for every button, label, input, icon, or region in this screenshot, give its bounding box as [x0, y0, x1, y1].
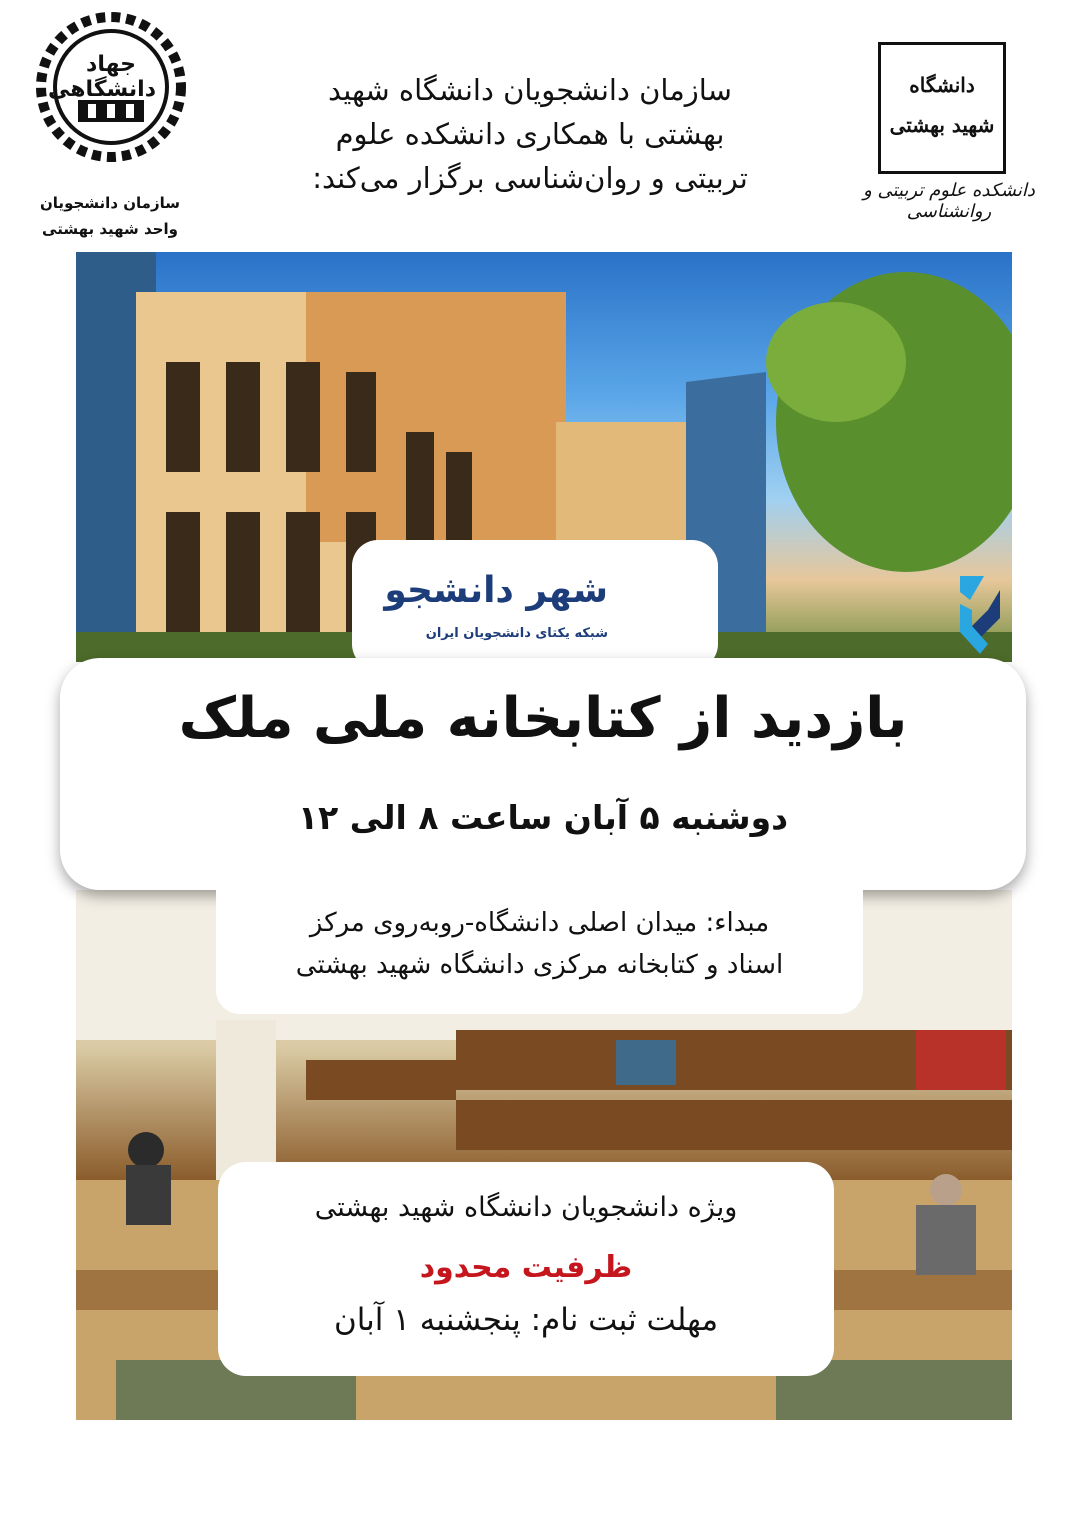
intro-text — [250, 68, 810, 200]
intro-line1: سازمان دانشجویان دانشگاه شهید — [328, 73, 732, 107]
university-logo-text: دانشگاه شهید بهشتی — [889, 73, 995, 137]
origin-line2: اسناد و کتابخانه مرکزی دانشگاه شهید بهشتی — [295, 950, 784, 980]
info-card — [218, 1162, 834, 1376]
left-caption-line2: واحد شهید بهشتی — [42, 220, 178, 238]
brand-card — [352, 540, 718, 670]
title-card — [60, 658, 1026, 890]
left-caption-line1: سازمان دانشجویان — [40, 194, 180, 212]
jahad-logo — [36, 12, 186, 162]
capacity-text: ظرفیت محدود — [419, 1250, 633, 1285]
jahad-logo-text: جهاد دانشگاهی — [47, 52, 156, 102]
brand-tagline: شبکه یکتای دانشجویان ایران — [425, 626, 608, 641]
event-title: بازدید از کتابخانه ملی ملک — [178, 686, 908, 751]
origin-line1: مبداء: میدان اصلی دانشگاه-روبه‌روی مرکز — [309, 908, 770, 938]
origin-card — [216, 890, 863, 1014]
audience-text: ویژه دانشجویان دانشگاه شهید بهشتی — [314, 1192, 738, 1223]
brand-name: شهر دانشجو — [384, 570, 608, 611]
event-date-time: دوشنبه ۵ آبان ساعت ۸ الی ۱۲ — [297, 798, 789, 837]
origin-text — [226, 902, 853, 986]
faculty-caption: دانشکده علوم تربیتی و روانشناسی — [863, 180, 1035, 222]
shahr-daneshjoo-logo-icon — [952, 570, 1008, 656]
university-logo — [878, 42, 1006, 174]
intro-line3: تربیتی و روان‌شناسی برگزار می‌کند: — [312, 161, 748, 195]
left-caption — [20, 190, 200, 242]
deadline-text: مهلت ثبت نام: پنجشنبه ۱ آبان — [333, 1302, 719, 1338]
intro-line2: بهشتی با همکاری دانشکده علوم — [335, 117, 725, 151]
